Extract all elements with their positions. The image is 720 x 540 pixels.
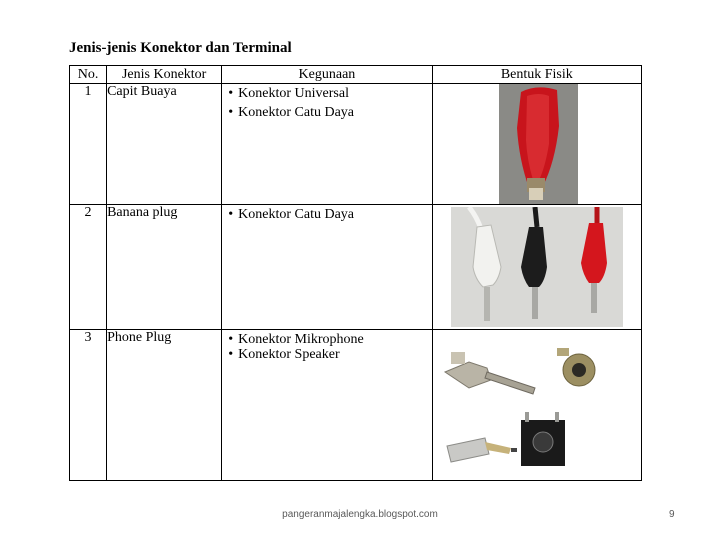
header-kegunaan: Kegunaan: [222, 66, 432, 84]
header-no: No.: [70, 66, 107, 84]
header-bentuk: Bentuk Fisik: [432, 66, 641, 84]
usage-item: • Konektor Catu Daya: [228, 103, 431, 122]
usage-item: • Konektor Mikrophone: [228, 330, 431, 349]
connector-table: [69, 65, 642, 481]
table-row: [70, 84, 642, 205]
usage-list: [222, 84, 432, 205]
alligator-clip-photo: [499, 84, 578, 204]
physical-form-cell: [432, 205, 641, 330]
page-number: 9: [669, 509, 675, 520]
physical-form-cell: [432, 330, 641, 481]
usage-item: • Konektor Catu Daya: [228, 205, 431, 224]
usage-list: [222, 330, 432, 481]
header-jenis: Jenis Konektor: [107, 66, 222, 84]
table-row: [70, 330, 642, 481]
connector-name: Capit Buaya: [107, 84, 222, 205]
connector-name: Banana plug: [107, 205, 222, 330]
physical-form-cell: [432, 84, 641, 205]
usage-item: • Konektor Speaker: [228, 349, 431, 361]
page-title: Jenis-jenis Konektor dan Terminal: [69, 40, 292, 56]
row-number: 2: [70, 205, 107, 330]
banana-plug-photo: [451, 207, 623, 327]
connector-name: Phone Plug: [107, 330, 222, 481]
footer-site: pangeranmajalengka.blogspot.com: [282, 509, 438, 520]
table-row: [70, 205, 642, 330]
row-number: 3: [70, 330, 107, 481]
table-header-row: [70, 66, 642, 84]
usage-item: • Konektor Universal: [228, 84, 431, 103]
usage-list: [222, 205, 432, 330]
phone-plug-photo: [439, 348, 619, 476]
row-number: 1: [70, 84, 107, 205]
